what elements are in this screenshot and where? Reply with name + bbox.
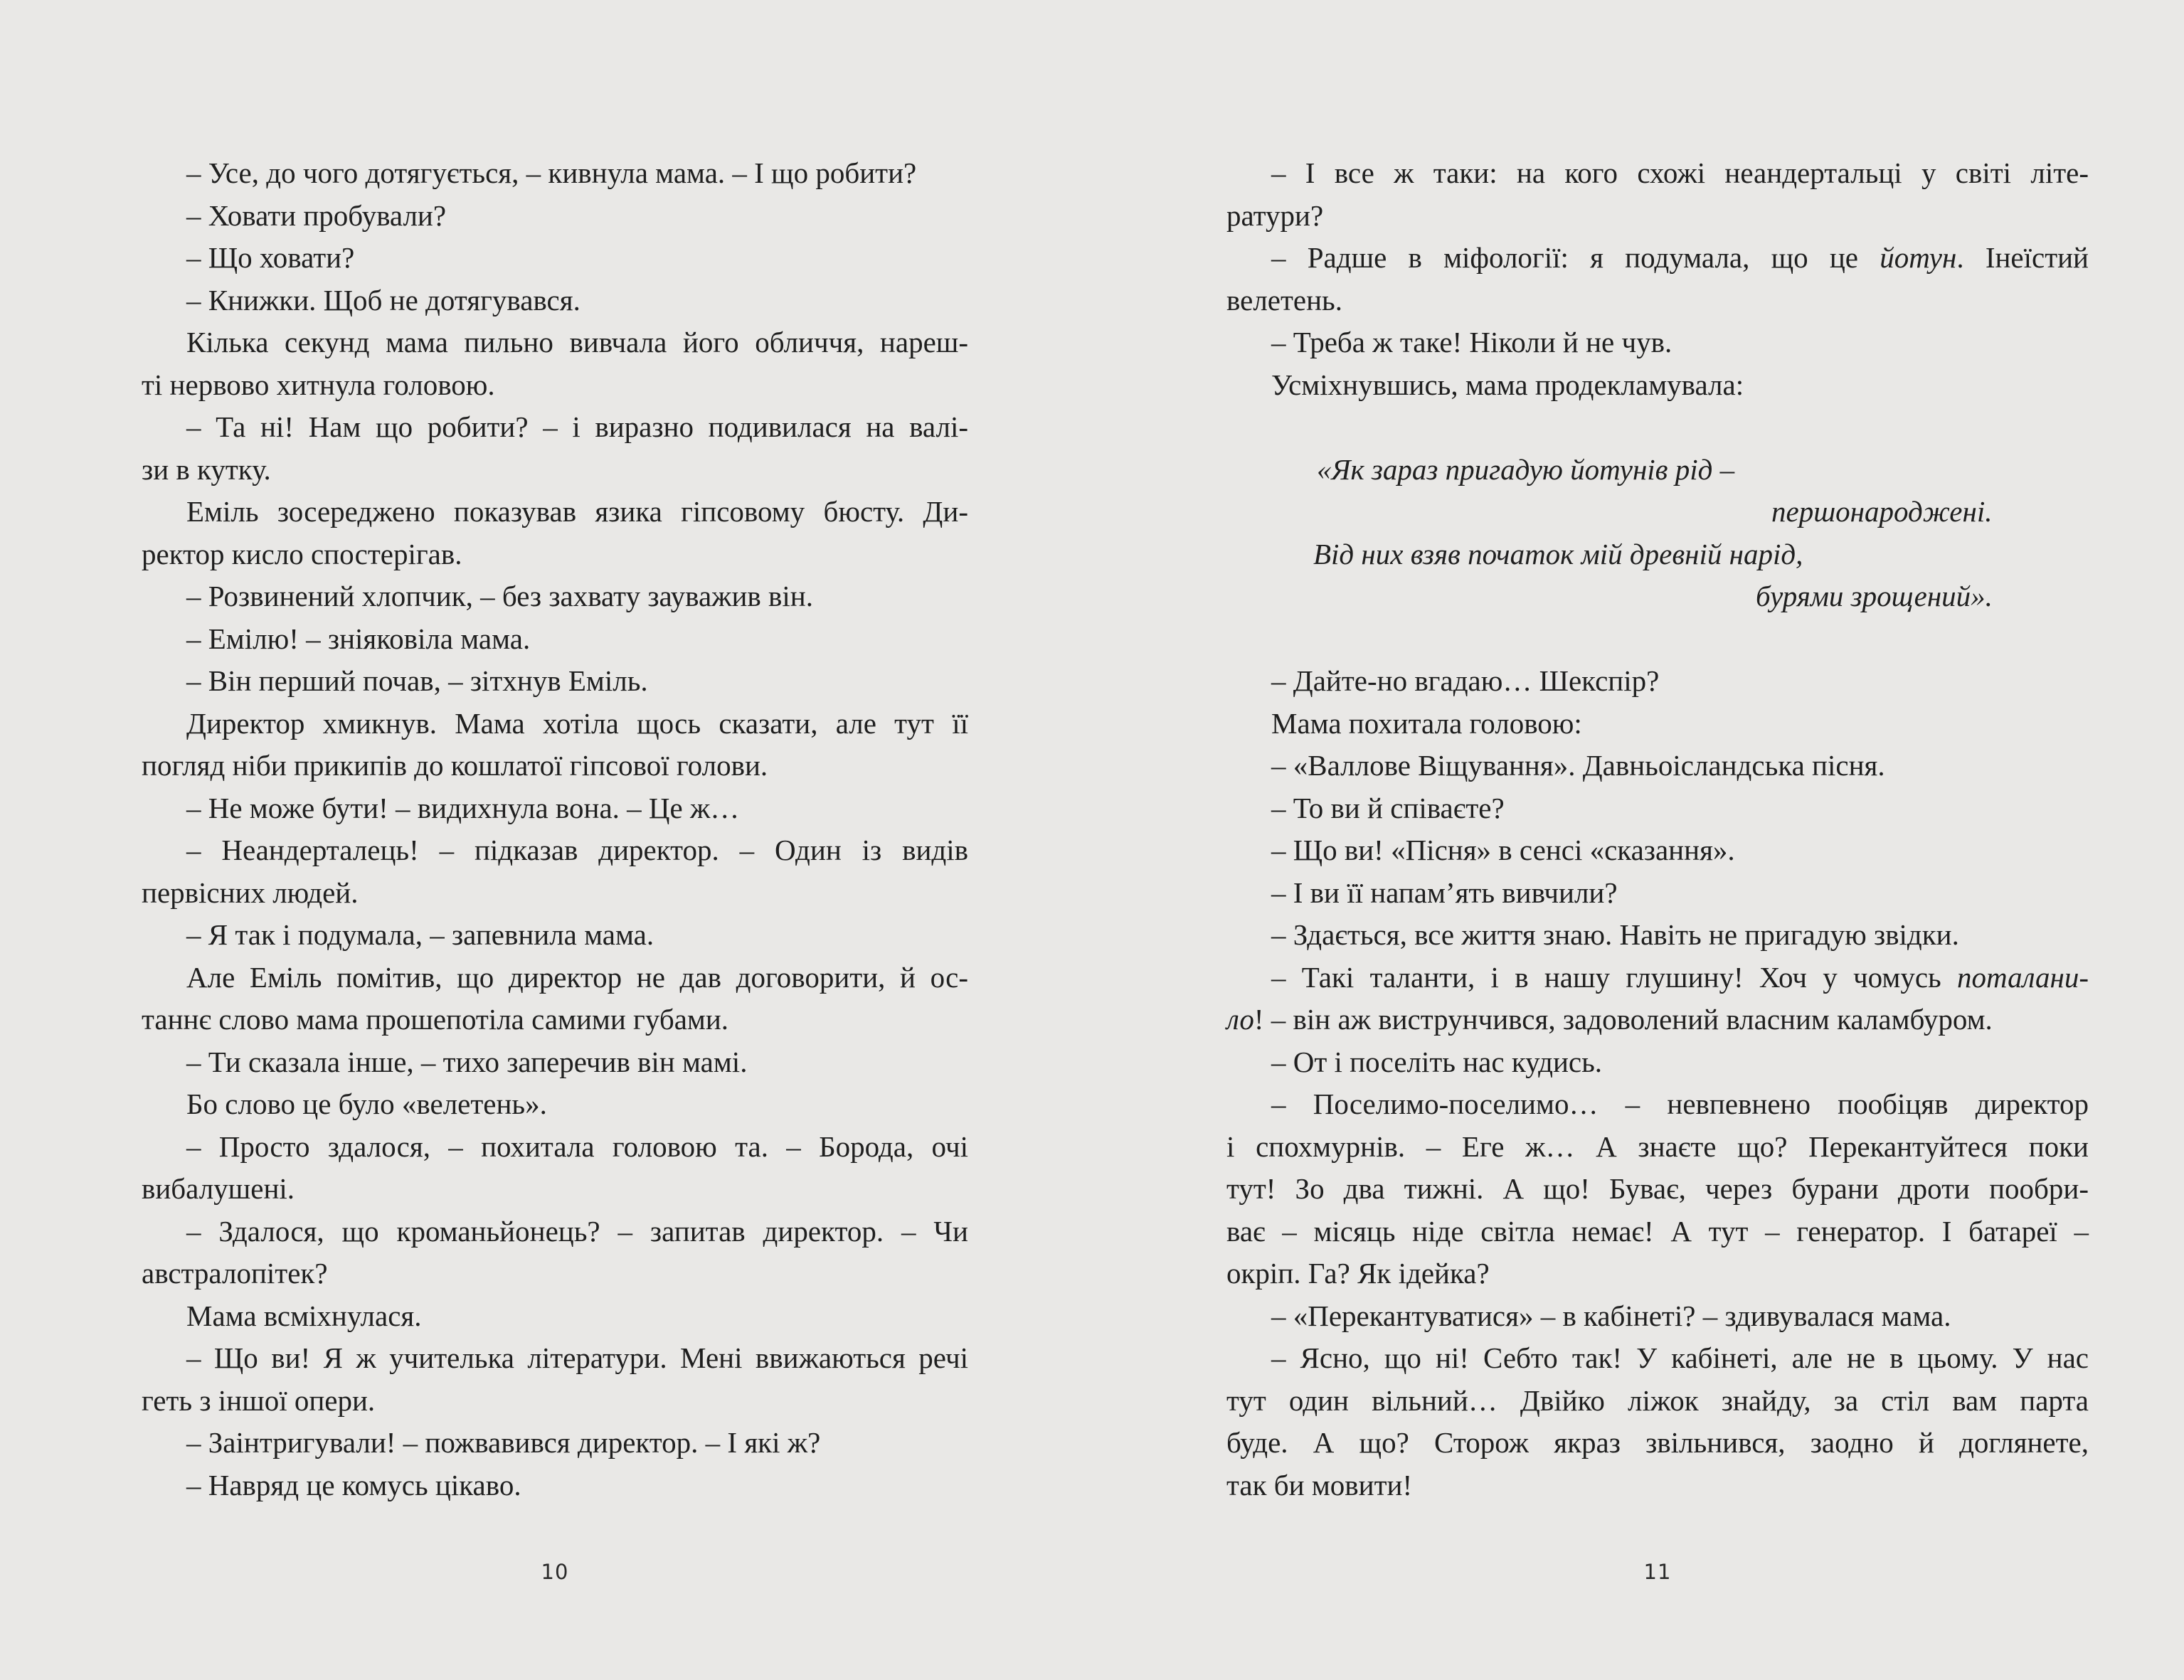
text-line bbox=[142, 533, 968, 576]
text-line bbox=[1226, 1253, 2089, 1295]
text-run: – Просто здалося, – похитала головою та. – Борода, очі bbox=[186, 1129, 968, 1163]
text-run: первісних людей. bbox=[142, 876, 359, 909]
text-run: – Не може бути! – видихнула вона. – Це ж… bbox=[186, 791, 740, 824]
text-line bbox=[142, 999, 968, 1041]
text-run: – Книжки. Щоб не дотягувався. bbox=[186, 283, 581, 317]
text-line bbox=[1226, 364, 2089, 407]
text-line bbox=[1226, 1126, 2089, 1169]
text-line bbox=[142, 1422, 968, 1464]
text-run: – Дайте-но вгадаю… Шекспір? bbox=[1271, 664, 1660, 697]
text-run: – Розвинений хлопчик, – без захвату зауважив він. bbox=[186, 580, 813, 612]
text-run: вибалушені. bbox=[142, 1172, 295, 1205]
text-line bbox=[142, 745, 968, 787]
text-line bbox=[142, 618, 968, 661]
text-run: ! – він аж виструнчився, задоволений власним каламбуром. bbox=[1253, 1003, 1993, 1036]
text-run: велетень. bbox=[1226, 283, 1342, 317]
text-run: Від них взяв початок мій древній нарід, bbox=[1313, 537, 1803, 570]
text-run: Кілька секунд мама пильно вивчала його обличчя, нареш- bbox=[186, 326, 968, 358]
text-run: – «Валлове Віщування». Давньоісландська пісня. bbox=[1271, 749, 1885, 782]
text-run: – Він перший почав, – зітхнув Еміль. bbox=[186, 664, 648, 697]
text-run: Еміль зосереджено показував язика гіпсовому бюсту. Ди- bbox=[186, 495, 968, 528]
text-run: «Як зараз пригадую йотунів рід – bbox=[1317, 452, 1735, 486]
text-line bbox=[1226, 660, 2089, 703]
text-line bbox=[1226, 829, 2089, 872]
text-run: – Ти сказала інше, – тихо заперечив він мамі. bbox=[186, 1045, 748, 1078]
text-run: – «Перекантуватися» – в кабінеті? – здивувалася мама. bbox=[1271, 1299, 1951, 1332]
text-line bbox=[1226, 999, 2089, 1041]
text-run: таннє слово мама прошепотіла самими губами. bbox=[142, 1003, 729, 1036]
text-line bbox=[1226, 449, 2089, 491]
text-run: – Емілю! – зніяковіла мама. bbox=[186, 622, 531, 655]
text-run: геть з іншої опери. bbox=[142, 1383, 376, 1417]
text-run: ті нервово хитнула головою. bbox=[142, 368, 495, 401]
blank-line bbox=[1226, 618, 2089, 661]
text-run: . Інеїстий bbox=[1956, 241, 2089, 274]
text-line bbox=[142, 914, 968, 957]
text-line bbox=[142, 491, 968, 533]
text-line bbox=[1226, 491, 2089, 533]
text-run: – Неандерталець! – підказав директор. – Один із видів bbox=[186, 834, 968, 866]
text-line bbox=[1226, 280, 2089, 322]
text-line bbox=[142, 872, 968, 915]
text-run: – От і поселіть нас кудись. bbox=[1271, 1045, 1603, 1078]
text-line bbox=[142, 152, 968, 195]
text-run: – Що ховати? bbox=[186, 241, 355, 274]
text-run: – Усе, до чого дотягується, – кивнула мама. – І що робити? bbox=[186, 156, 917, 189]
text-line bbox=[142, 237, 968, 280]
text-line bbox=[142, 1337, 968, 1380]
text-line bbox=[142, 364, 968, 407]
text-run: – Що ви! Я ж учителька літератури. Мені ввижаються речі bbox=[186, 1341, 968, 1374]
text-line bbox=[1226, 1168, 2089, 1211]
text-run: зи в кутку. bbox=[142, 452, 271, 486]
text-line bbox=[142, 575, 968, 618]
text-line bbox=[142, 1126, 968, 1169]
text-line bbox=[1226, 237, 2089, 280]
text-run: австралопітек? bbox=[142, 1257, 328, 1290]
text-line bbox=[1226, 872, 2089, 915]
text-run: буде. А що? Сторож якраз звільнився, заодно й доглянете, bbox=[1226, 1426, 2089, 1459]
text-run: – То ви й співаєте? bbox=[1271, 791, 1505, 824]
text-run: – Здалося, що кроманьйонець? – запитав директор. – Чи bbox=[186, 1214, 968, 1248]
text-line bbox=[142, 957, 968, 999]
italic-text-run: йотун bbox=[1880, 241, 1957, 274]
text-run: так би мовити! bbox=[1226, 1468, 1413, 1501]
text-run: бурями зрощений». bbox=[1756, 580, 1993, 612]
text-line bbox=[142, 1464, 968, 1507]
text-run: окріп. Га? Як ідейка? bbox=[1226, 1257, 1490, 1290]
text-line bbox=[1226, 914, 2089, 957]
text-run: – Здається, все життя знаю. Навіть не пригадую звідки. bbox=[1271, 918, 1959, 951]
text-run: ратури? bbox=[1226, 198, 1324, 232]
text-line bbox=[1226, 787, 2089, 830]
text-line bbox=[1226, 1337, 2089, 1380]
text-run: і спохмурнів. – Еге ж… А знаєте що? Перекантуйтеся поки bbox=[1226, 1129, 2089, 1163]
text-line bbox=[1226, 575, 2089, 618]
text-line bbox=[142, 280, 968, 322]
page-number-left: 10 bbox=[541, 1560, 569, 1584]
text-run: першонароджені. bbox=[1771, 495, 1993, 528]
text-run: – І все ж таки: на кого схожі неандертальці у світі літе- bbox=[1271, 156, 2089, 189]
text-run: Але Еміль помітив, що директор не дав договорити, й ос- bbox=[186, 960, 968, 994]
text-line bbox=[1226, 1422, 2089, 1464]
text-line bbox=[1226, 1211, 2089, 1253]
text-run: – Навряд це комусь цікаво. bbox=[186, 1468, 521, 1501]
text-line bbox=[142, 1083, 968, 1126]
text-line bbox=[1226, 1083, 2089, 1126]
text-line bbox=[142, 321, 968, 364]
blank-line bbox=[1226, 406, 2089, 449]
text-run: – Ховати пробували? bbox=[186, 198, 447, 232]
text-line bbox=[142, 787, 968, 830]
page-number-right: 11 bbox=[1643, 1560, 1672, 1584]
text-run: – Заінтригували! – пожвавився директор. – І які ж? bbox=[186, 1426, 821, 1459]
text-run: погляд ніби прикипів до кошлатої гіпсової голови. bbox=[142, 749, 768, 782]
text-run: – Такі таланти, і в нашу глушину! Хоч у чомусь bbox=[1271, 960, 1958, 994]
text-line bbox=[142, 829, 968, 872]
page-left bbox=[142, 152, 968, 1506]
page-right bbox=[1226, 152, 2089, 1506]
text-line bbox=[142, 703, 968, 745]
text-run: тут! Зо два тижні. А що! Буває, через бурани дроти пообри- bbox=[1226, 1172, 2089, 1205]
text-line bbox=[142, 1211, 968, 1253]
text-line bbox=[1226, 1464, 2089, 1507]
text-run: – Ясно, що ні! Себто так! У кабінеті, але не в цьому. У нас bbox=[1271, 1341, 2089, 1374]
text-line bbox=[1226, 1380, 2089, 1423]
text-run: Мама похитала головою: bbox=[1271, 706, 1582, 740]
text-line bbox=[142, 660, 968, 703]
text-run: – Що ви! «Пісня» в сенсі «сказання». bbox=[1271, 834, 1735, 866]
text-line bbox=[142, 1041, 968, 1084]
text-line bbox=[142, 1253, 968, 1295]
text-line bbox=[142, 1295, 968, 1338]
text-line bbox=[1226, 745, 2089, 787]
text-line bbox=[1226, 703, 2089, 745]
text-run: тут один вільний… Двійко ліжок знайду, за стіл вам парта bbox=[1226, 1383, 2089, 1417]
text-run: Усміхнувшись, мама продекламувала: bbox=[1271, 368, 1744, 401]
text-line bbox=[142, 1380, 968, 1423]
text-run: – І ви її напам’ять вивчили? bbox=[1271, 876, 1618, 909]
italic-text-run: ло bbox=[1226, 1003, 1254, 1036]
text-run: – Треба ж таке! Ніколи й не чув. bbox=[1271, 326, 1673, 358]
text-line bbox=[1226, 1041, 2089, 1084]
text-line bbox=[142, 449, 968, 491]
text-run: Мама всміхнулася. bbox=[186, 1299, 422, 1332]
text-line bbox=[1226, 957, 2089, 999]
text-run: Бо слово це було «велетень». bbox=[186, 1088, 547, 1120]
text-line bbox=[1226, 533, 2089, 576]
text-run: – Радше в міфології: я подумала, що це bbox=[1271, 241, 1880, 274]
text-run: – Я так і подумала, – запевнила мама. bbox=[186, 918, 654, 951]
text-line bbox=[142, 195, 968, 238]
text-run: Директор хмикнув. Мама хотіла щось сказати, але тут її bbox=[186, 706, 968, 740]
text-line bbox=[1226, 321, 2089, 364]
text-run: – Поселимо-поселимо… – невпевнено пообіцяв директор bbox=[1271, 1088, 2089, 1120]
text-run: ває – місяць ніде світла немає! А тут – генератор. І батареї – bbox=[1226, 1214, 2089, 1248]
italic-text-run: поталани- bbox=[1957, 960, 2089, 994]
text-run: ректор кисло спостерігав. bbox=[142, 537, 462, 570]
text-line bbox=[1226, 152, 2089, 195]
text-line bbox=[1226, 195, 2089, 238]
text-line bbox=[142, 1168, 968, 1211]
text-line bbox=[142, 406, 968, 449]
text-run: – Та ні! Нам що робити? – і виразно подивилася на валі- bbox=[186, 410, 968, 443]
text-line bbox=[1226, 1295, 2089, 1338]
